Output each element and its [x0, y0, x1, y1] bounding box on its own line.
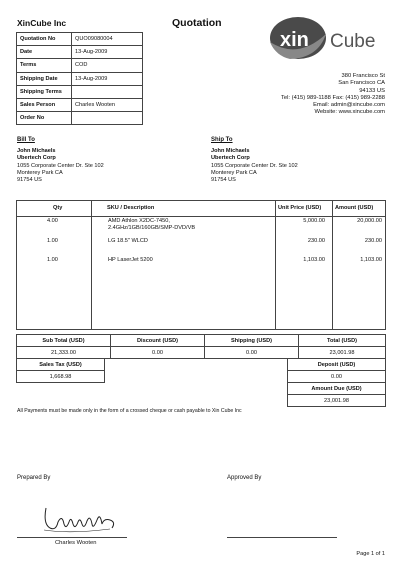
xincube-logo: [268, 16, 386, 61]
ship-to-company: Ubertech Corp: [211, 155, 250, 162]
subtotal-value: 21,333.00: [17, 347, 111, 359]
item-description: 2.4GHz/1GB/160GB/SMP-DVD/VB: [108, 225, 196, 231]
items-header-row: [17, 201, 385, 217]
page-number: Page 1 of 1: [356, 551, 385, 557]
items-table: [16, 200, 386, 330]
info-label: Order No: [17, 112, 72, 125]
info-label: Quotation No: [17, 33, 72, 46]
info-row: [17, 59, 143, 72]
bill-to-company: Ubertech Corp: [17, 155, 56, 162]
ship-to-heading: Ship To: [211, 137, 233, 143]
quotation-info-table: [16, 32, 143, 125]
sales-tax-value: 1,668.98: [17, 371, 105, 383]
contact-line: Tel: (415) 989-1188 Fax: (415) 989-2288: [281, 94, 385, 101]
totals-table: [16, 334, 386, 359]
address-line: San Francisco CA: [338, 80, 385, 87]
info-row: [17, 46, 143, 59]
bill-to-address: Monterey Park CA: [17, 169, 63, 176]
bill-to-block: [17, 148, 104, 184]
info-value: COD: [72, 59, 143, 72]
amount-due-value: 23,001.98: [288, 395, 386, 407]
approved-by-label: Approved By: [227, 475, 262, 481]
info-row: [17, 33, 143, 46]
info-value: [72, 85, 143, 98]
address-line: 380 Francisco St: [341, 73, 385, 79]
bill-to-address: 1055 Corporate Center Dr. Ste 102: [17, 162, 104, 169]
info-row: [17, 112, 143, 125]
prepared-by-label: Prepared By: [17, 475, 51, 481]
bill-to-name: John Michaels: [17, 148, 56, 154]
bill-to-heading: Bill To: [17, 137, 35, 143]
discount-value: 0.00: [111, 347, 205, 359]
deposit-table: [287, 358, 386, 407]
address-line: 94133 US: [359, 87, 385, 94]
signature-image: [40, 500, 125, 535]
info-label: Shipping Date: [17, 72, 72, 85]
qty-header: Qty: [53, 205, 63, 211]
prepared-by-signature-line: [17, 537, 127, 538]
info-row: [17, 72, 143, 85]
shipping-label: Shipping (USD): [205, 335, 299, 347]
deposit-value: 0.00: [288, 371, 386, 383]
unit-price-header: Unit Price (USD): [278, 205, 322, 211]
company-address: [281, 73, 385, 117]
info-row: [17, 98, 143, 111]
company-name: XinCube Inc: [17, 18, 67, 28]
item-description: HP LaserJet 5200: [108, 257, 153, 263]
amount-header: Amount (USD): [335, 205, 374, 211]
shipping-value: 0.00: [205, 347, 299, 359]
ship-to-block: [211, 148, 298, 184]
info-value: Charles Wooten: [72, 98, 143, 111]
item-description: LG 18.5" WLCD: [108, 238, 148, 244]
info-value: 13-Aug-2009: [72, 46, 143, 59]
ship-to-address: 91754 US: [211, 177, 236, 184]
total-value: 23,001.98: [299, 347, 386, 359]
bill-to-address: 91754 US: [17, 177, 42, 184]
document-title: Quotation: [172, 17, 222, 29]
description-header: SKU / Description: [107, 205, 155, 211]
item-unit-price: 5,000.00: [303, 218, 325, 224]
ship-to-name: John Michaels: [211, 148, 250, 154]
column-divider: [275, 201, 276, 329]
approved-by-signature-line: [227, 537, 337, 538]
info-label: Sales Person: [17, 98, 72, 111]
website-line: Website: www.xincube.com: [314, 109, 385, 116]
info-value: [72, 112, 143, 125]
item-amount: 1,103.00: [360, 257, 382, 263]
item-unit-price: 1,103.00: [303, 257, 325, 263]
amount-due-label: Amount Due (USD): [288, 383, 386, 395]
ship-to-address: Monterey Park CA: [211, 169, 257, 176]
ship-to-address: 1055 Corporate Center Dr. Ste 102: [211, 162, 298, 169]
discount-label: Discount (USD): [111, 335, 205, 347]
logo-text-suffix: Cube: [330, 31, 376, 52]
sales-tax-label: Sales Tax (USD): [17, 359, 105, 371]
column-divider: [91, 201, 92, 329]
item-qty: 4.00: [47, 218, 58, 224]
info-label: Terms: [17, 59, 72, 72]
item-amount: 20,000.00: [357, 218, 382, 224]
email-line: Email: admin@xincube.com: [313, 102, 385, 109]
totals-header-row: [17, 335, 386, 347]
column-divider: [332, 201, 333, 329]
info-label: Shipping Terms: [17, 85, 72, 98]
info-value: QUO09080004: [72, 33, 143, 46]
deposit-label: Deposit (USD): [288, 359, 386, 371]
item-description: AMD Athlon X2DC-7450,: [108, 218, 170, 224]
item-qty: 1.00: [47, 238, 58, 244]
sales-tax-table: [16, 358, 105, 383]
item-amount: 230.00: [364, 238, 382, 244]
logo-text-main: xin: [280, 29, 309, 51]
signer-name: Charles Wooten: [55, 540, 97, 546]
totals-value-row: [17, 347, 386, 359]
item-qty: 1.00: [47, 257, 58, 263]
item-unit-price: 230.00: [307, 238, 325, 244]
info-label: Date: [17, 46, 72, 59]
payment-note: All Payments must be made only in the form of a crossed cheque or cash payable to Xin Cube Inc: [17, 408, 242, 414]
info-value: 13-Aug-2009: [72, 72, 143, 85]
subtotal-label: Sub Total (USD): [17, 335, 111, 347]
info-row: [17, 85, 143, 98]
total-label: Total (USD): [299, 335, 386, 347]
